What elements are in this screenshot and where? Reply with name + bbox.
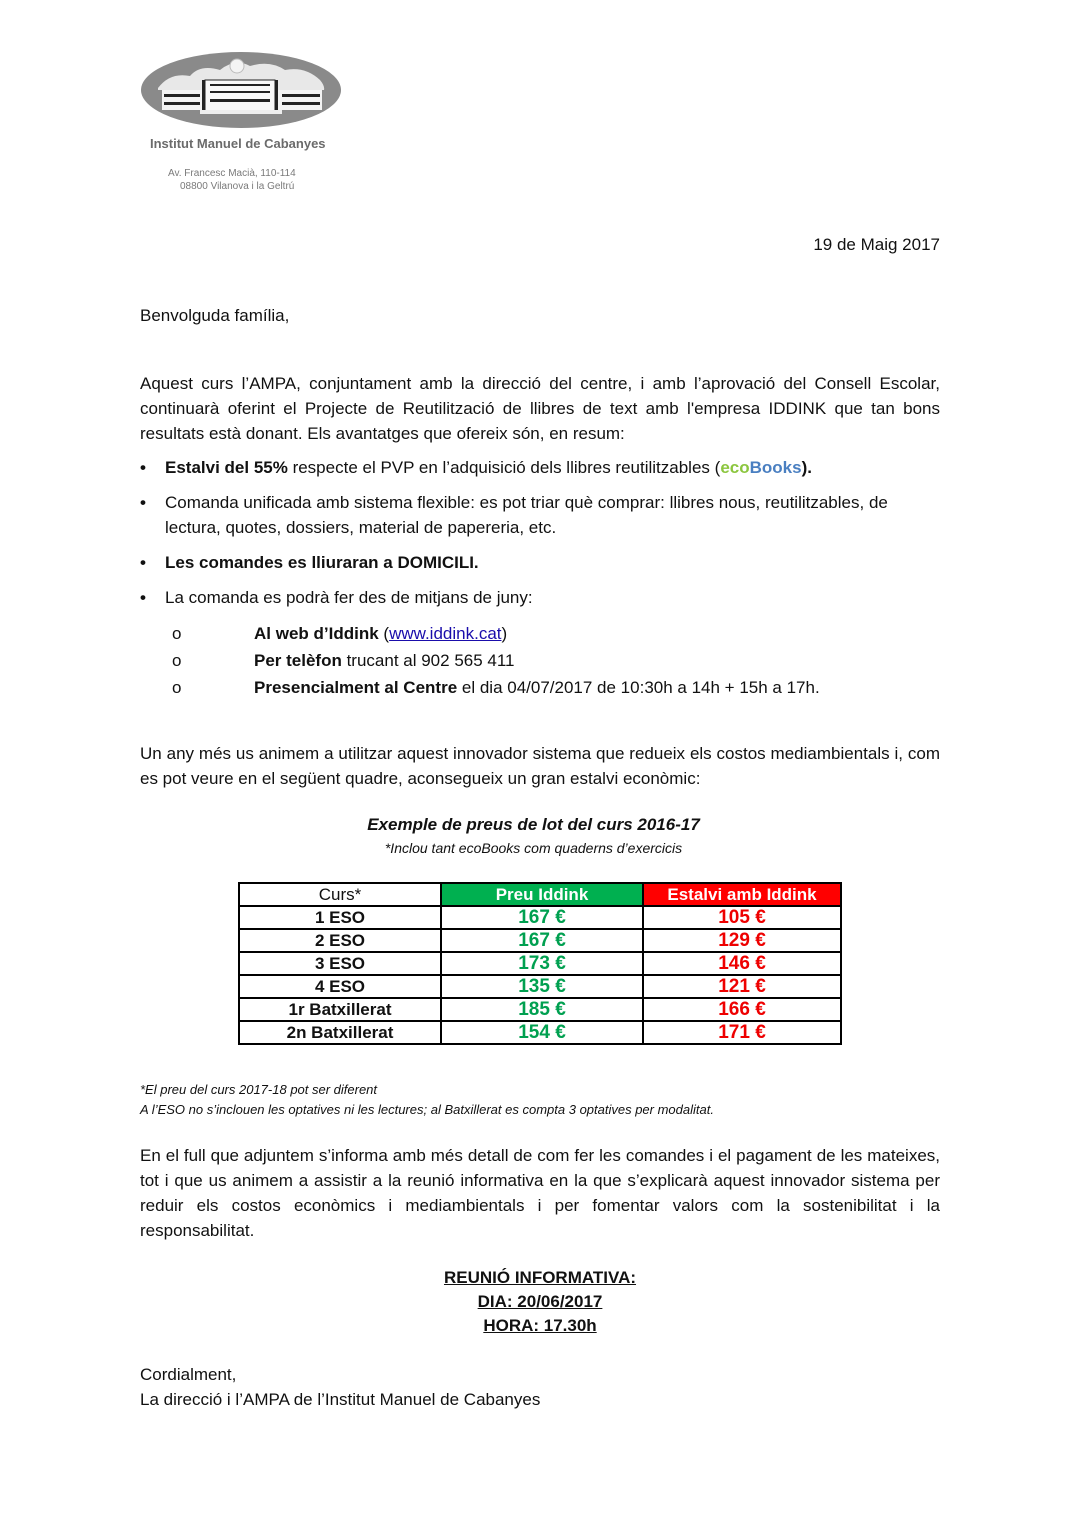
details-paragraph: En el full que adjuntem s’informa amb més detall de com fer les comandes i el pagament de les mateixes, tot i que us animem a assistir a la reunió informativa en la que s’explicarà aquest innovador sistema per reduir els costos econòmics i mediambientals i per fomentar valors com la sostenibilitat i la responsabilitat. <box>140 1146 940 1240</box>
savings-cell: 129 € <box>643 929 841 952</box>
greeting: Benvolguda família, <box>140 306 290 325</box>
phone-text: trucant al 902 565 411 <box>341 651 515 670</box>
price-cell: 154 € <box>441 1021 643 1044</box>
advantage-savings <box>140 455 940 480</box>
header-savings: Estalvi amb Iddink <box>643 883 841 906</box>
savings-cell: 121 € <box>643 975 841 998</box>
meeting-day: DIA: 20/06/2017 <box>477 1292 603 1311</box>
address-line-2: 08800 Vilanova i la Geltrú <box>180 181 295 192</box>
closing <box>140 1362 540 1412</box>
table-row <box>239 1021 841 1044</box>
price-cell: 167 € <box>441 906 643 929</box>
in-person-text: el dia 04/07/2017 de 10:30h a 14h + 15h a 17h. <box>457 678 820 697</box>
savings-text: respecte el PVP en l’adquisició dels llibres reutilitzables ( <box>287 458 721 477</box>
price-table <box>238 882 842 1045</box>
in-person-label: Presencialment al Centre <box>254 678 458 697</box>
table-notes <box>140 1080 714 1120</box>
price-cell: 167 € <box>441 929 643 952</box>
institution-name: Institut Manuel de Cabanyes <box>150 136 326 151</box>
course-cell: 1r Batxillerat <box>239 998 441 1021</box>
meeting-time: HORA: 17.30h <box>483 1316 597 1335</box>
course-cell: 1 ESO <box>239 906 441 929</box>
price-cell: 135 € <box>441 975 643 998</box>
note-optional-subjects: A l’ESO no s’inclouen les optatives ni les lectures; al Batxillerat es compta 3 optatives per modalitat. <box>140 1102 714 1117</box>
letter-date: 19 de Maig 2017 <box>813 235 940 254</box>
advantage-unified-order: • Comanda unificada amb sistema flexible: es pot triar què comprar: llibres nous, reutilitzables, de lectura, quotes, dossiers, material de papereria, etc. <box>140 490 940 540</box>
paren-open: ( <box>378 624 390 643</box>
table-row <box>239 929 841 952</box>
address-line-1: Av. Francesc Macià, 110-114 <box>168 168 296 179</box>
school-building-icon <box>140 50 342 130</box>
iddink-link[interactable]: www.iddink.cat <box>389 624 502 643</box>
course-cell: 4 ESO <box>239 975 441 998</box>
encouragement-paragraph: Un any més us animem a utilitzar aquest innovador sistema que redueix els costos mediambientals i, com es pot veure en el següent quadre, aconsegueix un gran estalvi econòmic: <box>140 744 940 788</box>
savings-cell: 171 € <box>643 1021 841 1044</box>
sub-bullet-marker: o <box>172 678 182 697</box>
header-price: Preu Iddink <box>441 883 643 906</box>
course-cell: 2n Batxillerat <box>239 1021 441 1044</box>
table-subtitle: *Inclou tant ecoBooks com quaderns d’exercicis <box>384 840 683 856</box>
intro-paragraph: Aquest curs l’AMPA, conjuntament amb la direcció del centre, i amb l’aprovació del Consell Escolar, continuarà oferint el Projecte de Reutilització de llibres de text amb l'empresa IDDINK que tan bons resultats està donant. Els avantatges que ofereix són, en resum: <box>140 374 940 443</box>
institution-address <box>168 167 296 193</box>
course-cell: 2 ESO <box>239 929 441 952</box>
advantages-list <box>140 455 940 620</box>
savings-cell: 166 € <box>643 998 841 1021</box>
advantage-home-delivery: • Les comandes es lliuraran a DOMICILI. <box>140 550 940 575</box>
note-price-change: *El preu del curs 2017-18 pot ser diferent <box>140 1082 378 1097</box>
ecobooks-books: Books <box>749 458 802 477</box>
table-title: Exemple de preus de lot del curs 2016-17 <box>367 815 700 834</box>
price-cell: 173 € <box>441 952 643 975</box>
paren-close: ) <box>501 624 508 643</box>
table-row <box>239 998 841 1021</box>
meeting-title: REUNIÓ INFORMATIVA: <box>443 1268 637 1287</box>
table-header-row <box>239 883 841 906</box>
savings-end: ). <box>801 458 812 477</box>
phone-label: Per telèfon <box>254 651 342 670</box>
meeting-info <box>0 1266 1067 1338</box>
school-logo <box>140 50 342 130</box>
savings-bold: Estalvi del 55% <box>165 458 288 477</box>
salutation: Cordialment, <box>140 1365 237 1384</box>
table-row <box>239 906 841 929</box>
ecobooks-eco: eco <box>720 458 750 477</box>
course-cell: 3 ESO <box>239 952 441 975</box>
table-row <box>239 952 841 975</box>
header-course: Curs* <box>239 883 441 906</box>
savings-cell: 105 € <box>643 906 841 929</box>
price-cell: 185 € <box>441 998 643 1021</box>
web-label: Al web d’Iddink <box>254 624 379 643</box>
savings-cell: 146 € <box>643 952 841 975</box>
advantage-order-date: • La comanda es podrà fer des de mitjans de juny: <box>140 585 940 610</box>
sub-bullet-marker: o <box>172 651 182 670</box>
table-row <box>239 975 841 998</box>
sub-bullet-marker: o <box>172 624 182 643</box>
signature: La direcció i l’AMPA de l’Institut Manuel de Cabanyes <box>140 1390 541 1409</box>
